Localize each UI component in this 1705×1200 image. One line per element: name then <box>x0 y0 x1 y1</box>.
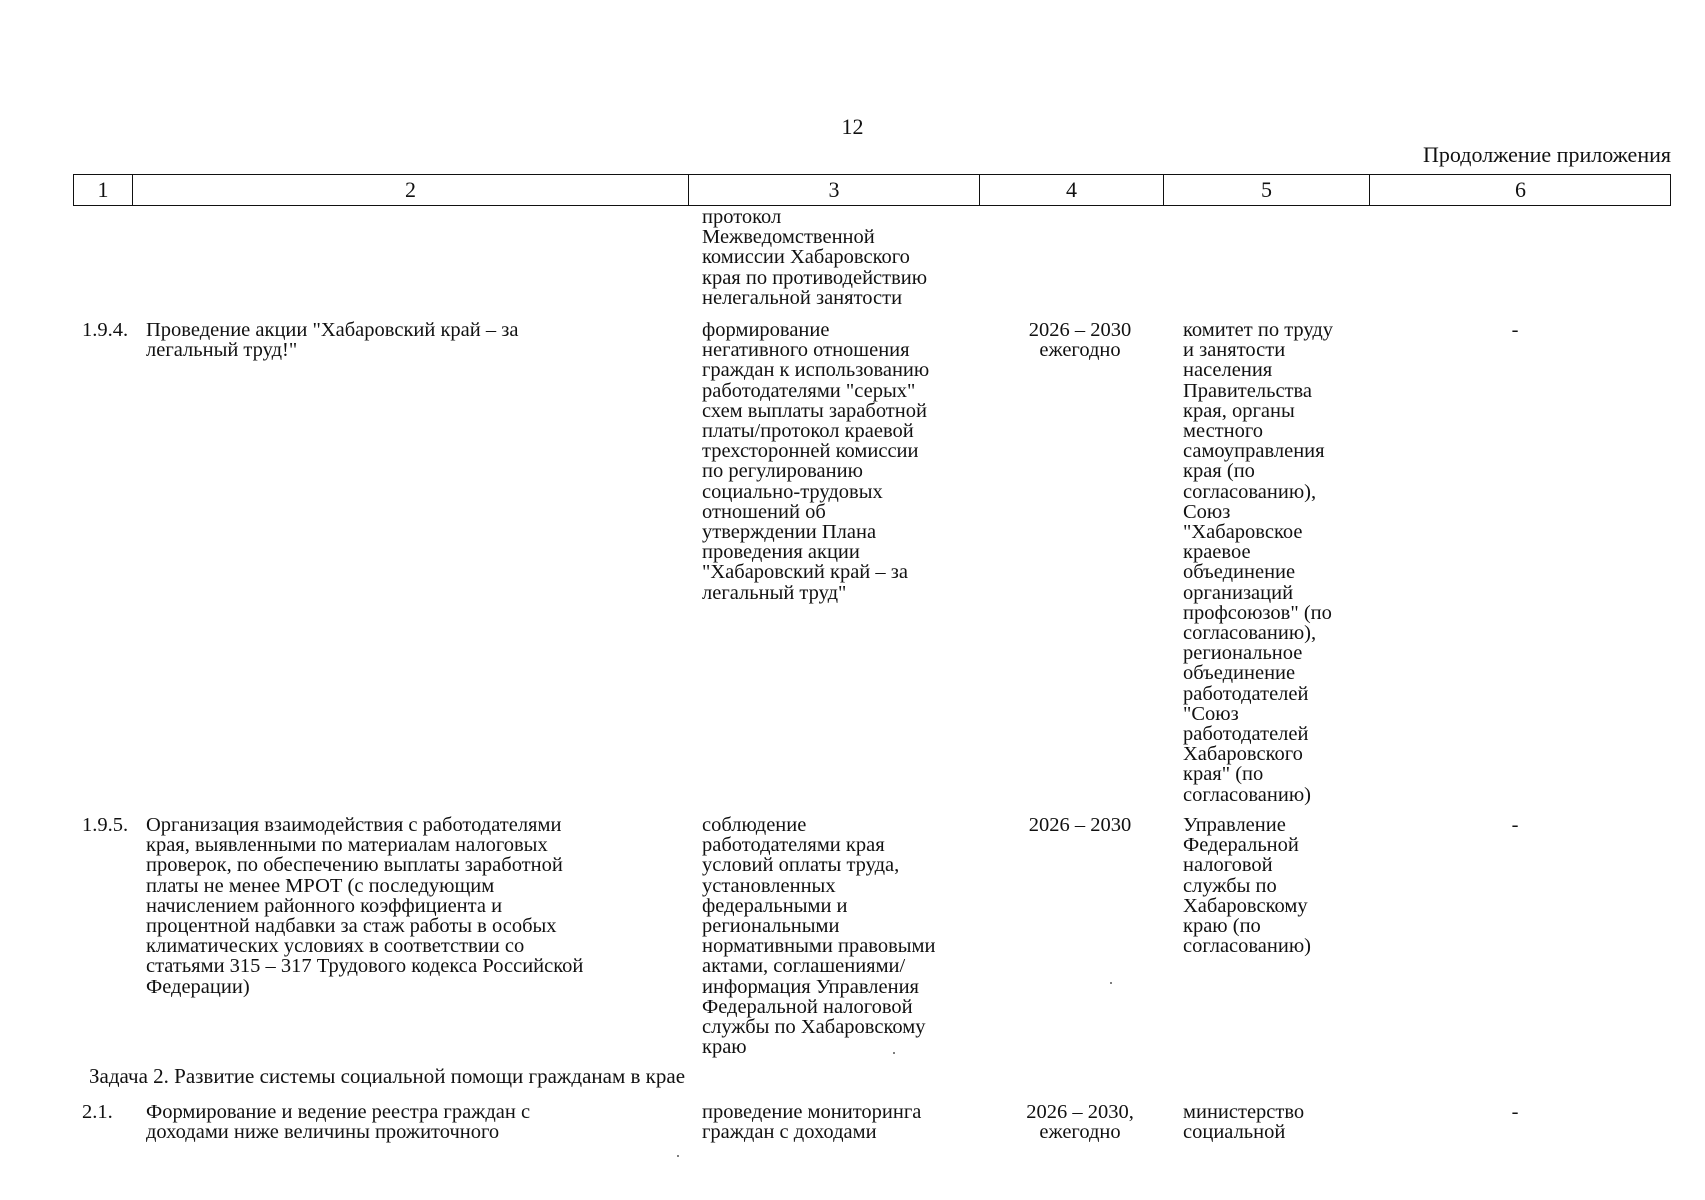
continuation-note: Продолжение приложения <box>1423 142 1671 167</box>
task-heading: Задача 2. Развитие системы социальной помощи гражданам в крае <box>89 1064 686 1088</box>
row-number: 2.1. <box>82 1101 113 1123</box>
header-cell-4: 4 <box>979 175 1163 205</box>
row-result: соблюдение работодателями края условий оплаты труда, установленных федеральными и региональными нормативными правовыми актами, соглашениями/ информация Управления Федеральной налоговой службы по Хабаровскому краю <box>702 814 936 1059</box>
header-cell-5: 5 <box>1163 175 1369 205</box>
row-executor: министерство социальной <box>1183 1101 1305 1144</box>
scan-dot <box>677 1155 679 1157</box>
scan-dot <box>1110 982 1112 984</box>
row-number: 1.9.5. <box>82 814 129 836</box>
header-cell-3: 3 <box>688 175 979 205</box>
row-result: проведение мониторинга граждан с доходами <box>702 1101 922 1144</box>
row-period: 2026 – 2030, ежегодно <box>1026 1101 1134 1144</box>
row-period: 2026 – 2030 <box>1028 814 1132 836</box>
row-period: 2026 – 2030 ежегодно <box>1028 319 1132 362</box>
row-executor: комитет по труду и занятости населения Правительства края, органы местного самоуправления края (по согласованию), Союз "Хабаровское краевое объединение организаций профсоюзов" (по согласованию), региональное объединение работодателей "Союз работодателей Хабаровского края" (по согласованию) <box>1183 319 1334 806</box>
scan-dot <box>893 1052 895 1054</box>
row-col6: - <box>1511 319 1519 341</box>
row-executor: Управление Федеральной налоговой службы по Хабаровскому краю (по согласованию) <box>1183 814 1311 958</box>
row-col6: - <box>1511 1101 1519 1123</box>
header-cell-2: 2 <box>132 175 688 205</box>
header-cell-1: 1 <box>97 177 109 202</box>
row-col6: - <box>1511 814 1519 836</box>
page-number: 12 <box>841 114 864 139</box>
row-number: 1.9.4. <box>82 319 129 341</box>
header-cell-6: 6 <box>1369 175 1671 205</box>
row-event: Организация взаимодействия с работодателями края, выявленными по материалам налоговых проверок, по обеспечению выплаты заработной платы не менее МРОТ (с последующим начислением районного коэффициента и процентной надбавки за стаж работы в особых климатических условиях в соответствии со статьями 315 – 317 Трудового кодекса Российской Федерации) <box>146 814 584 998</box>
row-result: формирование негативного отношения граждан к использованию работодателями "серых" схем выплаты заработной платы/протокол краевой трехсторонней комиссии по регулированию социально-трудовых отношений об утверждении Плана проведения акции "Хабаровский край – за легальный труд" <box>702 319 930 604</box>
carryover-result: протокол Межведомственной комиссии Хабаровского края по противодействию нелегальной занятости <box>702 206 928 309</box>
row-event: Формирование и ведение реестра граждан с доходами ниже величины прожиточного <box>146 1101 531 1144</box>
row-event: Проведение акции "Хабаровский край – за легальный труд!" <box>146 319 519 362</box>
